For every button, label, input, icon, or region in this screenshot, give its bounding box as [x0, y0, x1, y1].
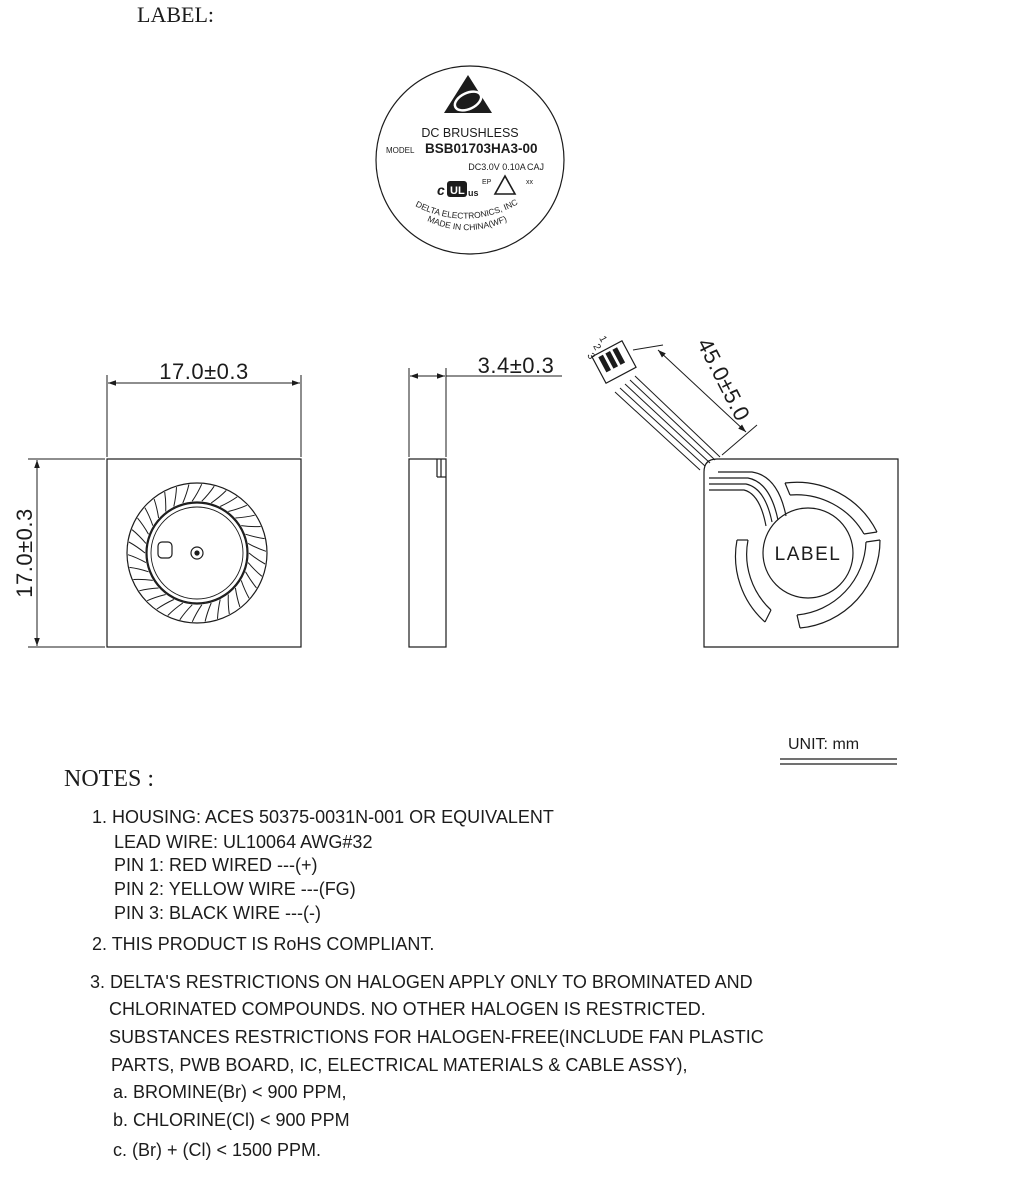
note-1-pin1: PIN 1: RED WIRED ---(+) — [114, 855, 318, 875]
fan-housing-side — [409, 459, 446, 647]
impeller-blade — [174, 487, 177, 506]
note-2: 2. THIS PRODUCT IS RoHS COMPLIANT. — [92, 934, 435, 954]
pin-label-1: 1 — [596, 334, 609, 345]
impeller-blade — [192, 605, 202, 622]
svg-text:us: us — [468, 188, 479, 198]
impeller-blade — [249, 553, 265, 564]
product-label — [376, 66, 564, 254]
impeller-blade — [129, 542, 145, 553]
impeller-blade — [228, 505, 247, 511]
impeller-blade — [139, 588, 158, 591]
impeller-blade — [248, 543, 266, 551]
note-3-line1: 3. DELTA'S RESTRICTIONS ON HALOGEN APPLY ONLY TO BROMINATED AND — [90, 972, 753, 992]
impeller-blade — [138, 518, 149, 534]
impeller-blade — [211, 491, 226, 504]
fan-housing-front — [107, 459, 301, 647]
label-heading: LABEL: — [137, 2, 214, 27]
impeller-blade — [183, 485, 189, 504]
note-3-line4: PARTS, PWB BOARD, IC, ELECTRICAL MATERIALS & CABLE ASSY), — [111, 1055, 688, 1075]
label-rating: DC3.0V 0.10A — [468, 162, 526, 172]
impeller-blade — [147, 595, 166, 601]
note-1-pin2: PIN 2: YELLOW WIRE ---(FG) — [114, 879, 356, 899]
impeller-blade — [205, 603, 211, 622]
note-3-chlorine: b. CHLORINE(Cl) < 900 PPM — [113, 1110, 350, 1130]
label-model-number: BSB01703HA3-00 — [425, 141, 538, 156]
impeller-blade — [165, 492, 166, 512]
impeller-blade — [130, 567, 149, 571]
impeller-blade — [192, 484, 202, 501]
note-1: 1. HOUSING: ACES 50375-0031N-001 OR EQUIVALENT — [92, 807, 554, 827]
height-dimension-label: 17.0±0.3 — [12, 508, 37, 598]
impeller-blade — [235, 588, 240, 607]
side-view — [409, 459, 446, 647]
warning-triangle-icon — [495, 176, 515, 194]
label-origin: MADE IN CHINA(WF) — [426, 213, 509, 233]
impeller-blade — [241, 526, 261, 527]
width-dimension-label: 17.0±0.3 — [159, 359, 249, 384]
impeller-blade — [248, 563, 262, 577]
impeller-blade — [145, 508, 153, 526]
impeller-blade — [228, 595, 229, 615]
front-view — [107, 459, 301, 647]
note-3-line3: SUBSTANCES RESTRICTIONS FOR HALOGEN-FREE(INCLUDE FAN PLASTIC — [109, 1027, 764, 1047]
svg-text:UL: UL — [450, 185, 465, 197]
impeller-blade — [180, 605, 192, 620]
back-label-text: LABEL — [774, 544, 842, 565]
impeller-blade — [132, 530, 146, 544]
front-height-dimension — [28, 459, 105, 647]
impeller-blade — [133, 579, 153, 580]
impeller-blade — [157, 600, 174, 610]
front-width-dimension — [107, 375, 301, 457]
pin-label-3: 3 — [584, 351, 597, 362]
unit-label: UNIT: mm — [788, 736, 860, 753]
note-1-pin3: PIN 3: BLACK WIRE ---(-) — [114, 903, 322, 923]
impeller-blade — [154, 499, 159, 518]
label-xx: xx — [526, 179, 533, 186]
impeller-blade — [246, 572, 257, 588]
note-3-bromine: a. BROMINE(Br) < 900 PPM, — [113, 1082, 347, 1102]
impeller-blade — [235, 515, 254, 518]
impeller-blade — [220, 497, 237, 507]
label-model-prefix: MODEL — [386, 146, 415, 155]
impeller-blade — [202, 486, 214, 501]
thickness-dimension-label: 3.4±0.3 — [477, 353, 555, 378]
impeller-blade — [241, 580, 249, 598]
label-ep: EP — [482, 179, 492, 186]
label-maker: DELTA ELECTRONICS, INC — [414, 196, 520, 221]
note-1-lead-wire: LEAD WIRE: UL10064 AWG#32 — [114, 832, 373, 852]
label-code: CAJ — [527, 162, 545, 172]
impeller-blade — [168, 603, 183, 616]
impeller-blade — [218, 600, 221, 619]
impeller-blade — [128, 555, 146, 563]
note-3-line2: CHLORINATED COMPOUNDS. NO OTHER HALOGEN IS RESTRICTED. — [109, 999, 706, 1019]
ul-mark-icon — [437, 181, 479, 198]
impeller-blade — [246, 534, 265, 538]
lead-length-label: 45.0±5.0 — [692, 334, 756, 426]
svg-text:c: c — [437, 182, 445, 198]
notes-heading: NOTES : — [64, 766, 154, 792]
pin-label-2: 2 — [590, 342, 603, 353]
thickness-dimension — [409, 368, 562, 457]
label-line-brushless: DC BRUSHLESS — [421, 126, 519, 140]
hub-slot — [158, 542, 172, 558]
lead-wires — [615, 376, 720, 470]
note-3-total: c. (Br) + (Cl) < 1500 PPM. — [113, 1140, 322, 1160]
delta-logo-icon — [444, 75, 492, 114]
